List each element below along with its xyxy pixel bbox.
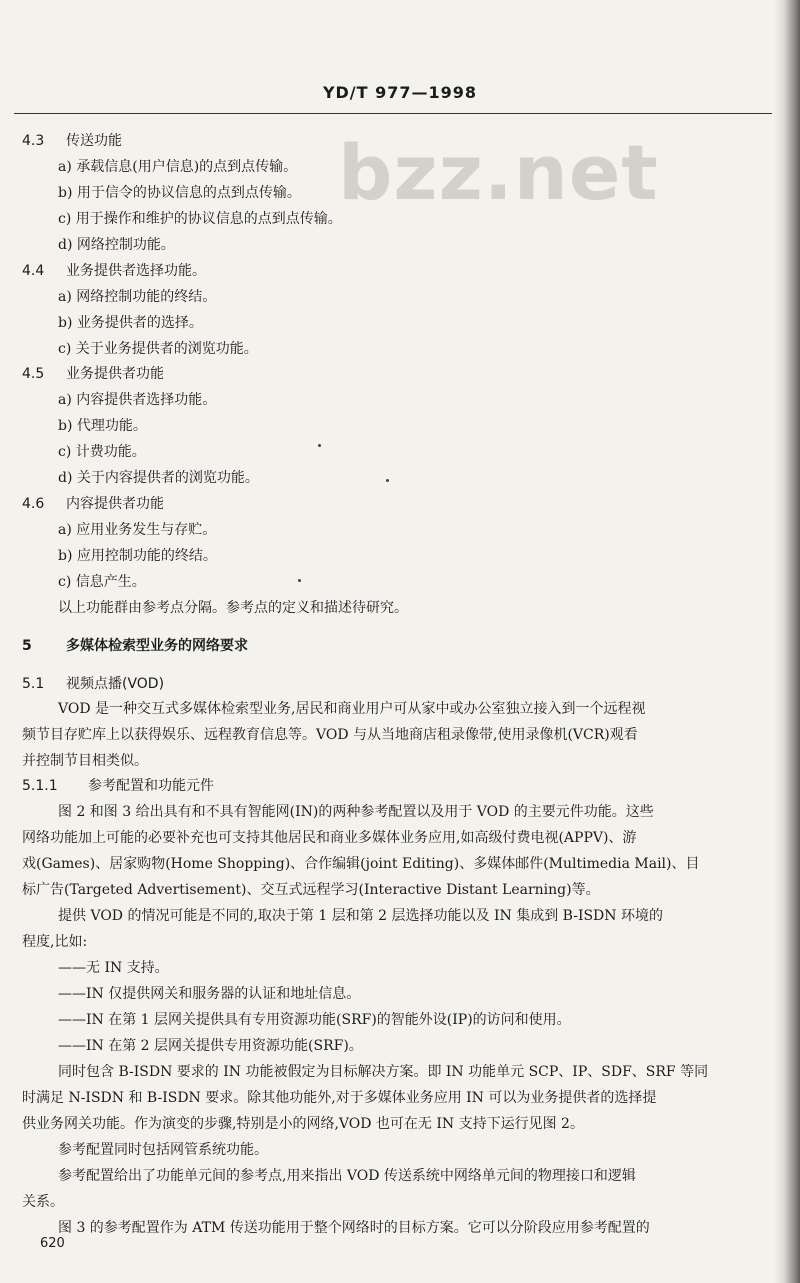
watermark: bzz.net bbox=[338, 128, 659, 217]
list-item: a) 应用业务发生与存贮。 bbox=[58, 522, 217, 538]
scan-speck bbox=[298, 579, 301, 582]
section-title: 业务提供者选择功能。 bbox=[66, 263, 206, 279]
section-number: 4.3 bbox=[22, 133, 45, 149]
section-note: 以上功能群由参考点分隔。参考点的定义和描述待研究。 bbox=[58, 600, 408, 616]
list-item: a) 内容提供者选择功能。 bbox=[58, 392, 217, 408]
section-number: 5.1 bbox=[22, 676, 45, 692]
dash-item: ——IN 在第 2 层网关提供专用资源功能(SRF)。 bbox=[58, 1038, 363, 1054]
paragraph-line: 并控制节目相类似。 bbox=[22, 753, 148, 769]
list-item: b) 代理功能。 bbox=[58, 418, 147, 434]
paragraph-line: VOD 是一种交互式多媒体检索型业务,居民和商业用户可从家中或办公室独立接入到一个远程视 bbox=[58, 701, 646, 717]
section-5-heading bbox=[22, 636, 770, 656]
list-item: a) 网络控制功能的终结。 bbox=[58, 289, 217, 305]
list-item: c) 关于业务提供者的浏览功能。 bbox=[58, 341, 258, 357]
list-item: c) 计费功能。 bbox=[58, 444, 146, 460]
paragraph-line: 关系。 bbox=[22, 1194, 64, 1210]
section-title: 多媒体检索型业务的网络要求 bbox=[66, 638, 248, 654]
dash-item: ——IN 仅提供网关和服务器的认证和地址信息。 bbox=[58, 986, 361, 1002]
section-4-5-heading bbox=[22, 364, 770, 384]
list-item: c) 信息产生。 bbox=[58, 574, 146, 590]
paragraph-line: 提供 VOD 的情况可能是不同的,取决于第 1 层和第 2 层选择功能以及 IN 集成到 B-ISDN 环境的 bbox=[58, 908, 663, 924]
list-item: d) 网络控制功能。 bbox=[58, 237, 175, 253]
scan-speck bbox=[386, 479, 389, 482]
paragraph-line: 程度,比如: bbox=[22, 934, 88, 950]
section-title: 业务提供者功能 bbox=[66, 366, 164, 382]
section-number: 5.1.1 bbox=[22, 778, 58, 794]
dash-item: ——无 IN 支持。 bbox=[58, 960, 169, 976]
section-title: 视频点播(VOD) bbox=[66, 676, 165, 692]
section-number: 4.4 bbox=[22, 263, 45, 279]
section-title: 内容提供者功能 bbox=[66, 496, 164, 512]
section-number: 4.5 bbox=[22, 366, 45, 382]
section-title: 参考配置和功能元件 bbox=[88, 778, 214, 794]
scan-speck bbox=[318, 444, 321, 447]
section-title: 传送功能 bbox=[66, 133, 122, 149]
dash-item: ——IN 在第 1 层网关提供具有专用资源功能(SRF)的智能外设(IP)的访问和使用。 bbox=[58, 1012, 571, 1028]
list-item: d) 关于内容提供者的浏览功能。 bbox=[58, 470, 259, 486]
paragraph-line: 标广告(Targeted Advertisement)、交互式远程学习(Interactive Distant Learning)等。 bbox=[22, 882, 600, 898]
section-5-1-heading bbox=[22, 674, 770, 694]
list-item: b) 业务提供者的选择。 bbox=[58, 315, 203, 331]
list-item: b) 应用控制功能的终结。 bbox=[58, 548, 217, 564]
paragraph-line: 参考配置给出了功能单元间的参考点,用来指出 VOD 传送系统中网络单元间的物理接口和逻辑 bbox=[58, 1168, 636, 1184]
paragraph-line: 图 2 和图 3 给出具有和不具有智能网(IN)的两种参考配置以及用于 VOD 的主要元件功能。这些 bbox=[58, 804, 654, 820]
list-item: b) 用于信令的协议信息的点到点传输。 bbox=[58, 185, 301, 201]
section-number: 4.6 bbox=[22, 496, 45, 512]
section-number: 5 bbox=[22, 638, 32, 654]
paragraph-line: 时满足 N-ISDN 和 B-ISDN 要求。除其他功能外,对于多媒体业务应用 IN 可以为业务提供者的选择提 bbox=[22, 1090, 657, 1106]
list-item: a) 承载信息(用户信息)的点到点传输。 bbox=[58, 159, 298, 175]
list-item: c) 用于操作和维护的协议信息的点到点传输。 bbox=[58, 211, 342, 227]
page-header: YD/T 977—1998 bbox=[322, 83, 478, 102]
scan-edge-shadow bbox=[774, 0, 800, 1283]
header-rule bbox=[14, 113, 772, 114]
paragraph-line: 图 3 的参考配置作为 ATM 传送功能用于整个网络时的目标方案。它可以分阶段应用参考配置的 bbox=[58, 1220, 650, 1236]
paragraph-line: 网络功能加上可能的必要补充也可支持其他居民和商业多媒体业务应用,如高级付费电视(APPV)、游 bbox=[22, 830, 637, 846]
paragraph-line: 戏(Games)、居家购物(Home Shopping)、合作编辑(joint Editing)、多媒体邮件(Multimedia Mail)、目 bbox=[22, 856, 700, 872]
paragraph-line: 同时包含 B-ISDN 要求的 IN 功能被假定为目标解决方案。即 IN 功能单元 SCP、IP、SDF、SRF 等同 bbox=[58, 1064, 709, 1080]
section-4-4-heading bbox=[22, 261, 770, 281]
paragraph-line: 供业务网关功能。作为演变的步骤,特别是小的网络,VOD 也可在无 IN 支持下运行见图 2。 bbox=[22, 1116, 584, 1132]
page-number: 620 bbox=[40, 1236, 65, 1251]
paragraph-line: 频节目存贮库上以获得娱乐、远程教育信息等。VOD 与从当地商店租录像带,使用录像机(VCR)观看 bbox=[22, 727, 638, 743]
paragraph-line: 参考配置同时包括网管系统功能。 bbox=[58, 1142, 268, 1158]
section-4-6-heading bbox=[22, 494, 770, 514]
section-5-1-1-heading bbox=[22, 776, 770, 796]
section-4-3-heading bbox=[22, 131, 770, 151]
